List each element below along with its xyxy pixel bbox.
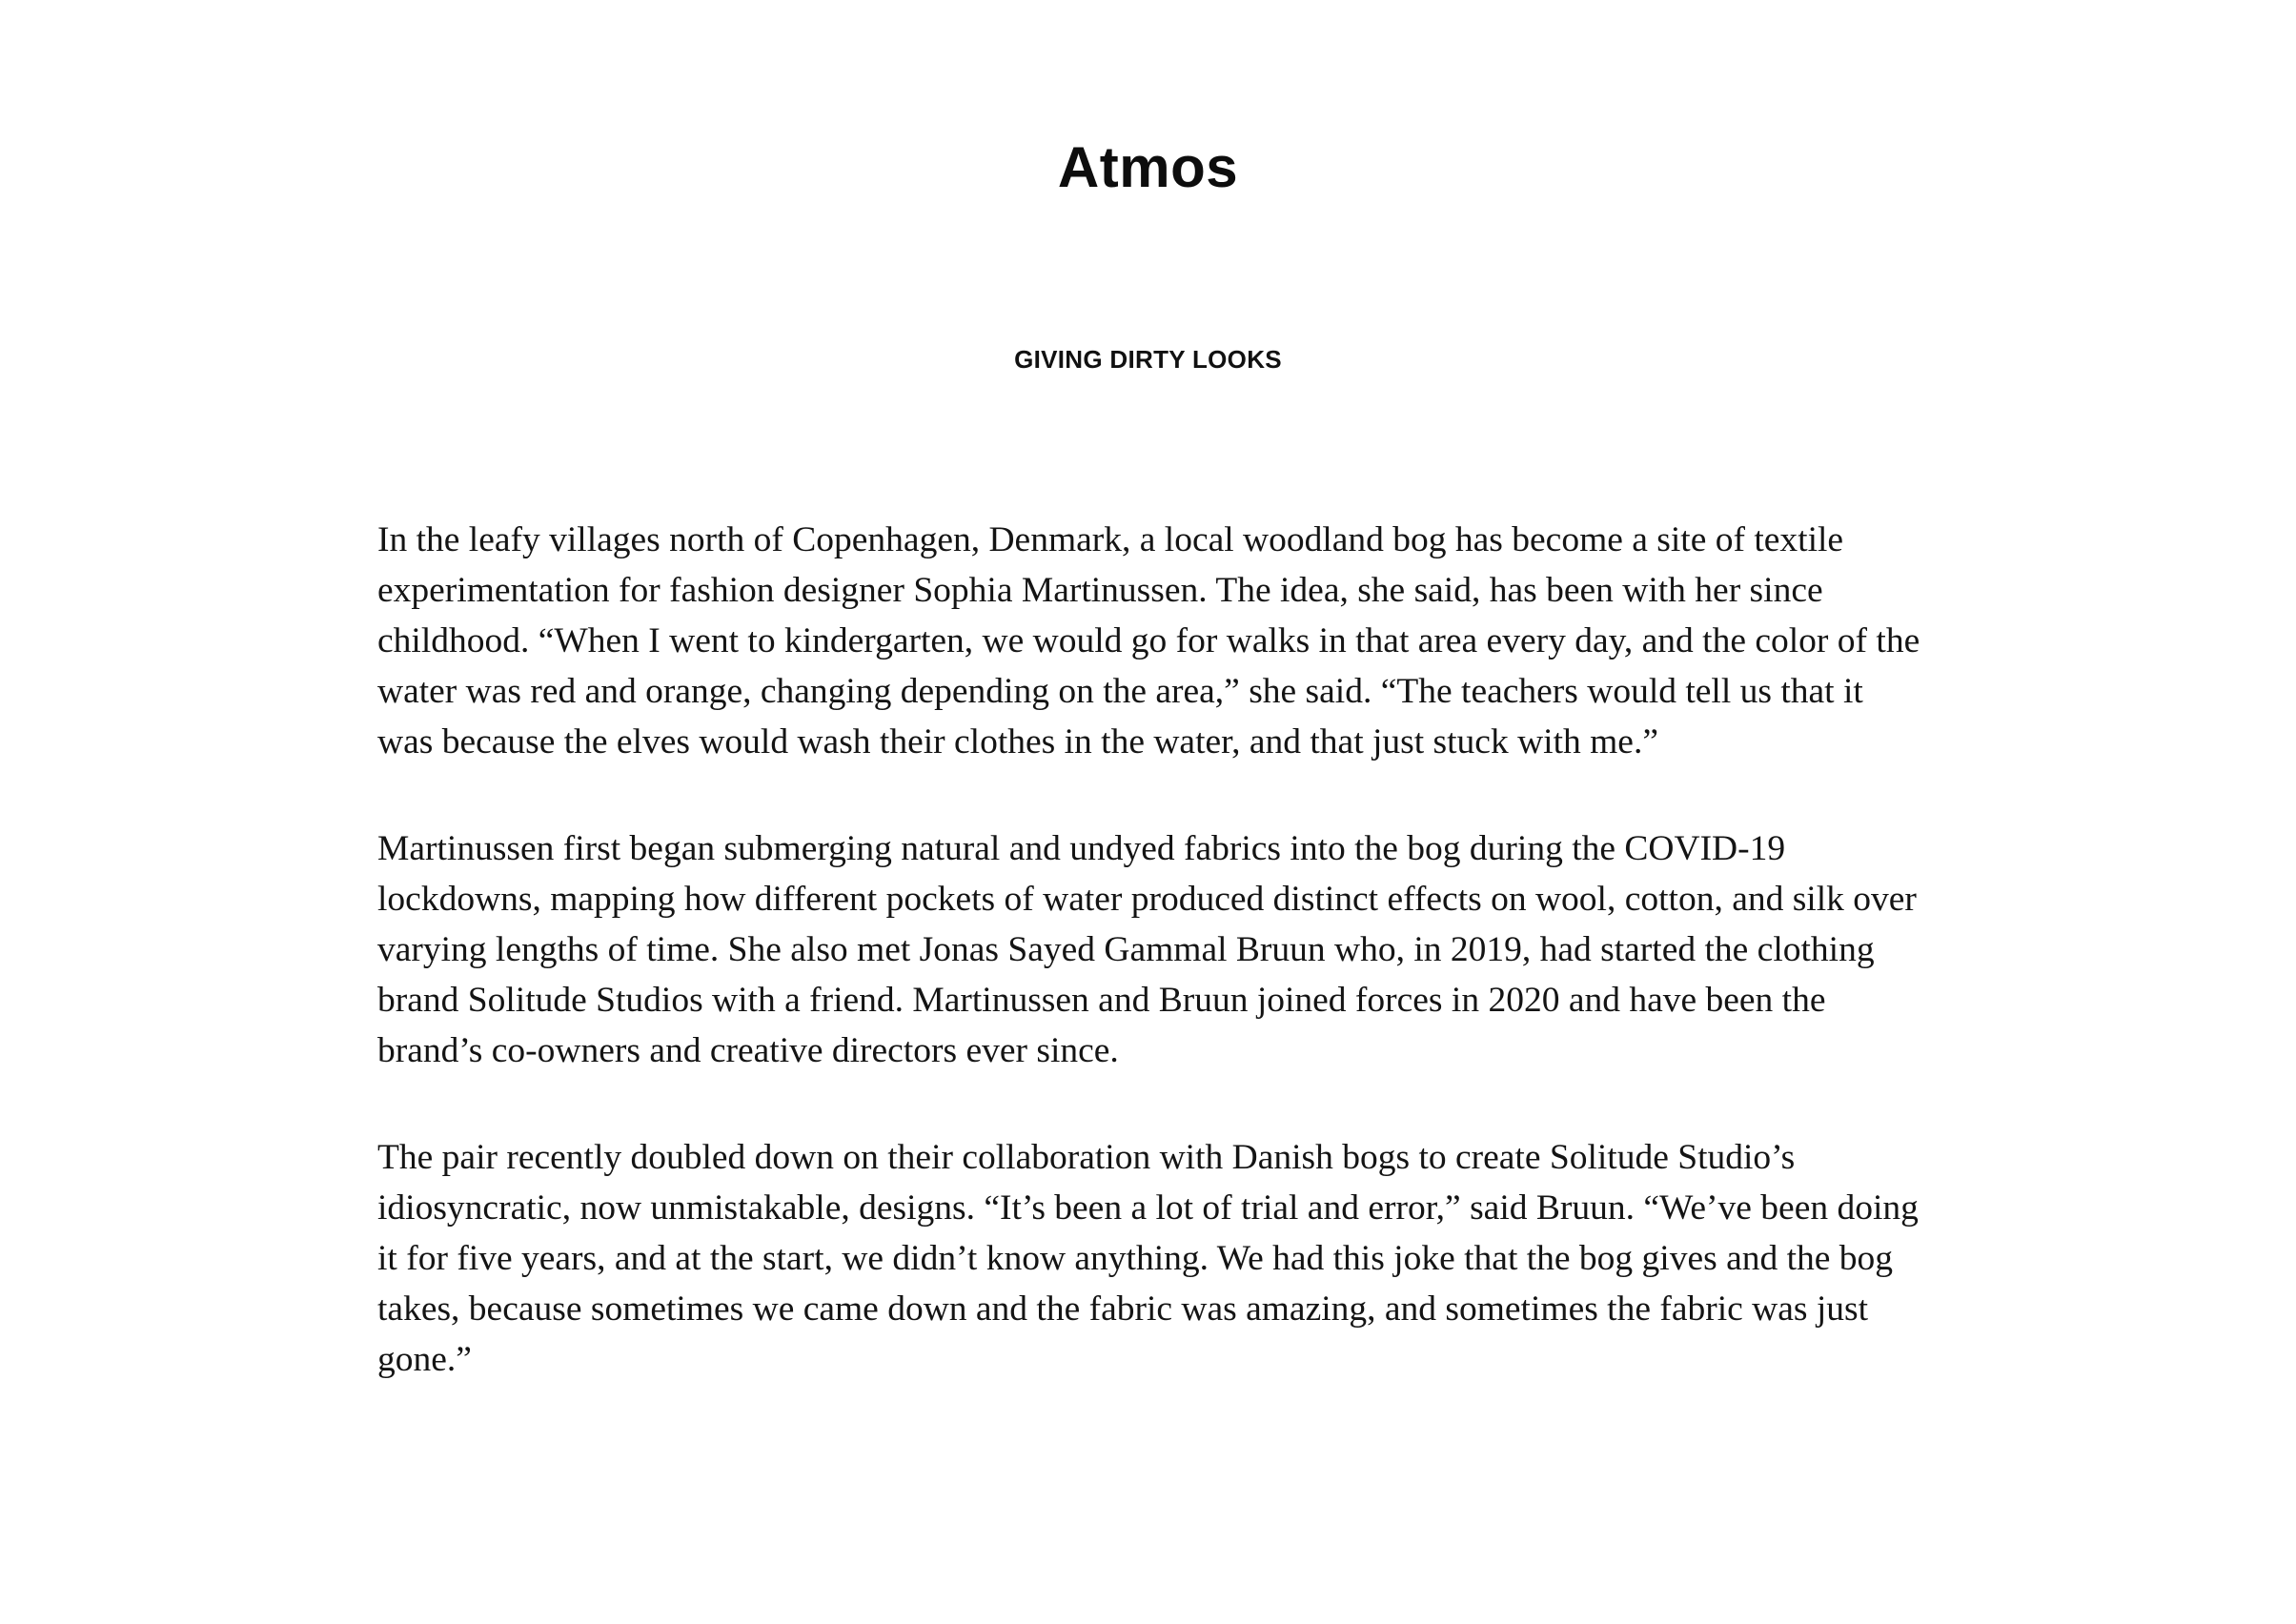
article-paragraph-2: Martinussen first began submerging natural and undyed fabrics into the bog during the COVID-19 lockdowns, mapping how different pockets of water produced distinct effects on wool, cotton, and silk over varying lengths of time. She also met Jonas Sayed Gammal Bruun who, in 2019, had started the clothing brand Solitude Studios with a friend. Martinussen and Bruun joined forces in 2020 and have been the brand’s co-owners and creative directors ever since. xyxy=(377,829,1917,1070)
article-paragraph-1: In the leafy villages north of Copenhagen, Denmark, a local woodland bog has become a site of textile experimentation for fashion designer Sophia Martinussen. The idea, she said, has been with her since childhood. “When I went to kindergarten, we would go for walks in that area every day, and the color of the water was red and orange, changing depending on the area,” she said. “The teachers would tell us that it was because the elves would wash their clothes in the water, and that just stuck with me.” xyxy=(377,520,1920,761)
article-body xyxy=(377,515,1921,1441)
article-paragraph-3: The pair recently doubled down on their collaboration with Danish bogs to create Solitude Studio’s idiosyncratic, now unmistakable, designs. “It’s been a lot of trial and error,” said Bruun. “We’ve been doing it for five years, and at the start, we didn’t know anything. We had this joke that the bog gives and the bog takes, because sometimes we came down and the fabric was amazing, and sometimes the fabric was just gone.” xyxy=(377,1138,1919,1379)
publication-title: Atmos xyxy=(1057,135,1239,199)
article-kicker: GIVING DIRTY LOOKS xyxy=(1014,345,1282,374)
